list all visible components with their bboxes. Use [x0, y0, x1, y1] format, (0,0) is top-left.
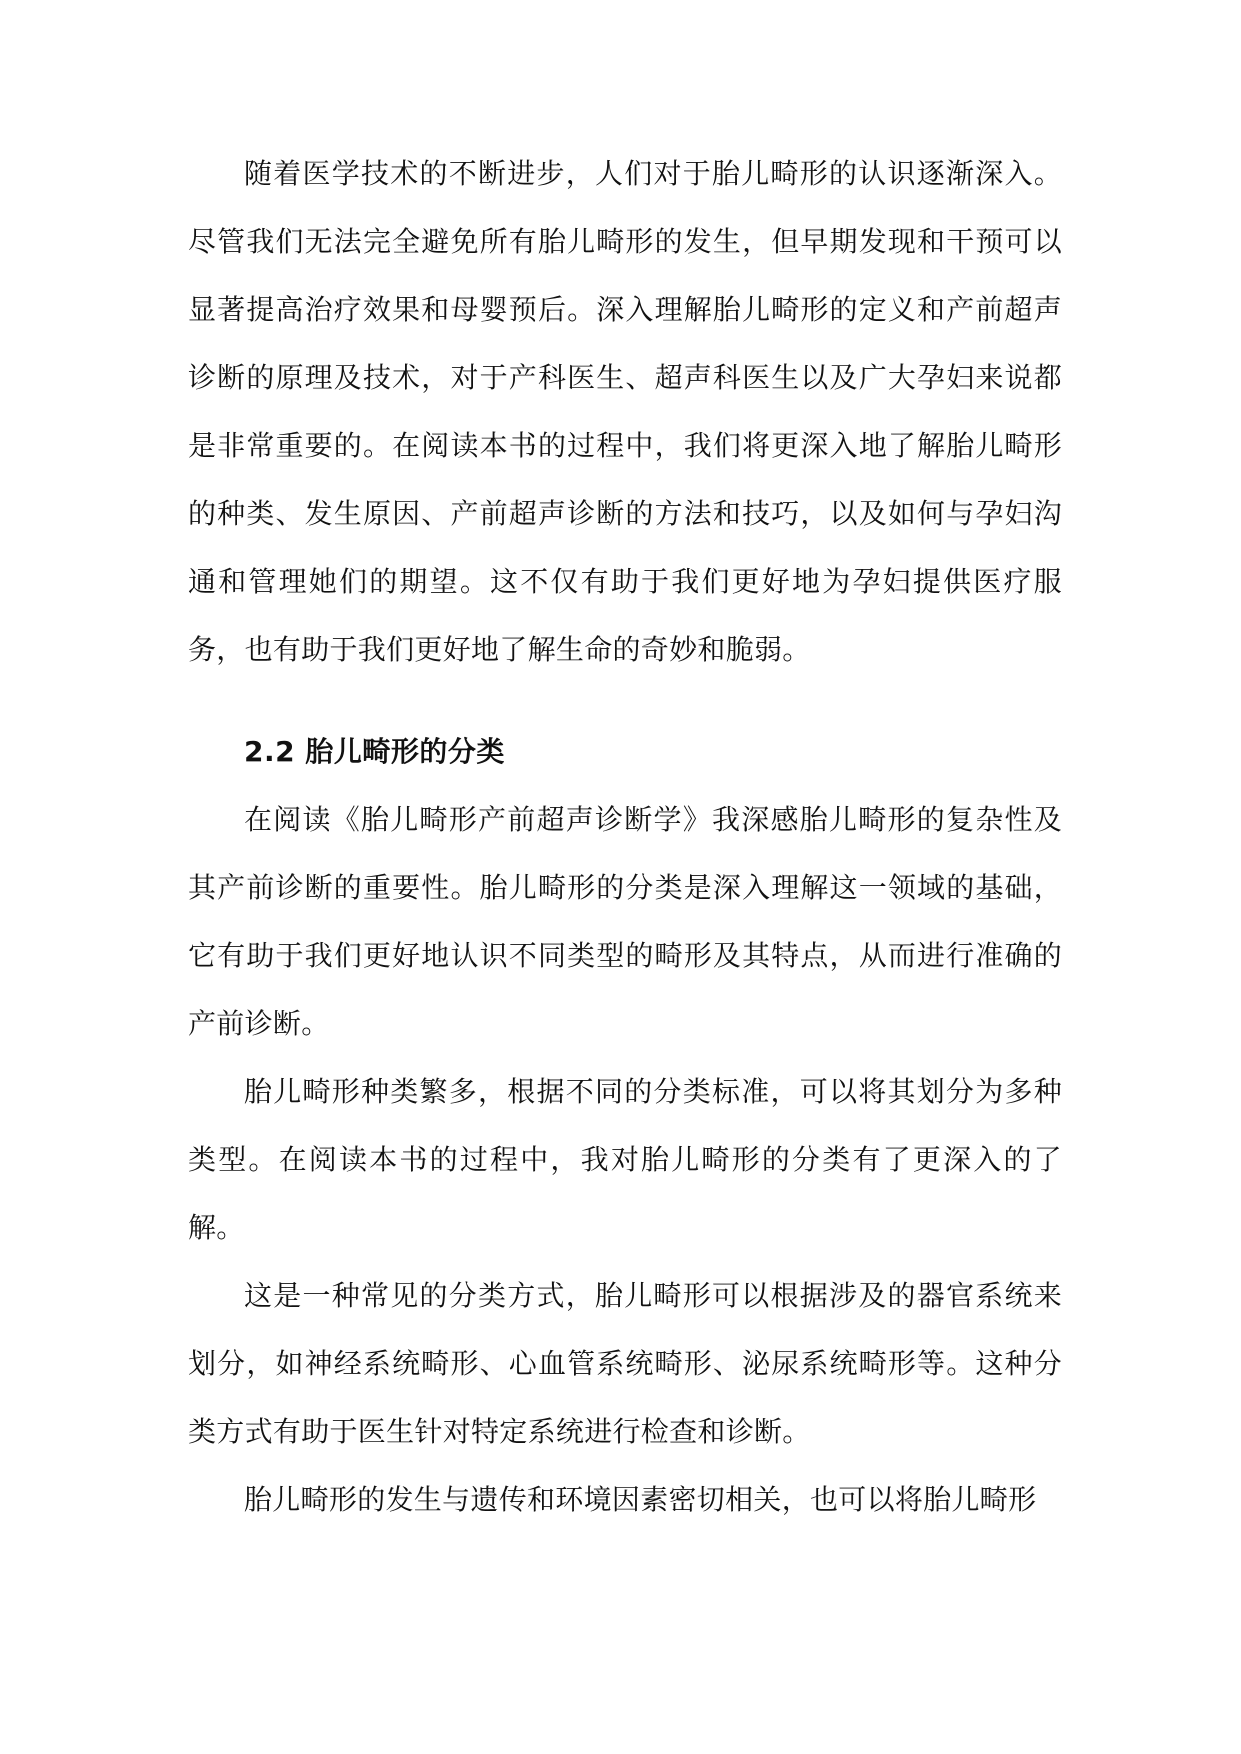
paragraph-classification-variety: 胎儿畸形种类繁多，根据不同的分类标准，可以将其划分为多种类型。在阅读本书的过程中，我对胎儿畸形的分类有了更深入的了解。	[188, 1075, 1062, 1244]
intro-paragraph: 随着医学技术的不断进步，人们对于胎儿畸形的认识逐渐深入。尽管我们无法完全避免所有胎儿畸形的发生，但早期发现和干预可以显著提高治疗效果和母婴预后。深入理解胎儿畸形的定义和产前超声诊断的原理及技术，对于产科医生、超声科医生以及广大孕妇来说都是非常重要的。在阅读本书的过程中，我们将更深入地了解胎儿畸形的种类、发生原因、产前超声诊断的方法和技巧，以及如何与孕妇沟通和管理她们的期望。这不仅有助于我们更好地为孕妇提供医疗服务，也有助于我们更好地了解生命的奇妙和脆弱。	[188, 157, 1062, 666]
section-heading: 2.2 胎儿畸形的分类	[244, 735, 505, 768]
paragraph-classification-importance: 在阅读《胎儿畸形产前超声诊断学》我深感胎儿畸形的复杂性及其产前诊断的重要性。胎儿畸形的分类是深入理解这一领域的基础，它有助于我们更好地认识不同类型的畸形及其特点，从而进行准确的产前诊断。	[188, 803, 1062, 1040]
paragraph-genetic-environment: 胎儿畸形的发生与遗传和环境因素密切相关，也可以将胎儿畸形	[244, 1483, 1037, 1516]
paragraph-organ-system-classification: 这是一种常见的分类方式，胎儿畸形可以根据涉及的器官系统来划分，如神经系统畸形、心血管系统畸形、泌尿系统畸形等。这种分类方式有助于医生针对特定系统进行检查和诊断。	[188, 1279, 1062, 1448]
page-content	[188, 140, 1062, 1534]
